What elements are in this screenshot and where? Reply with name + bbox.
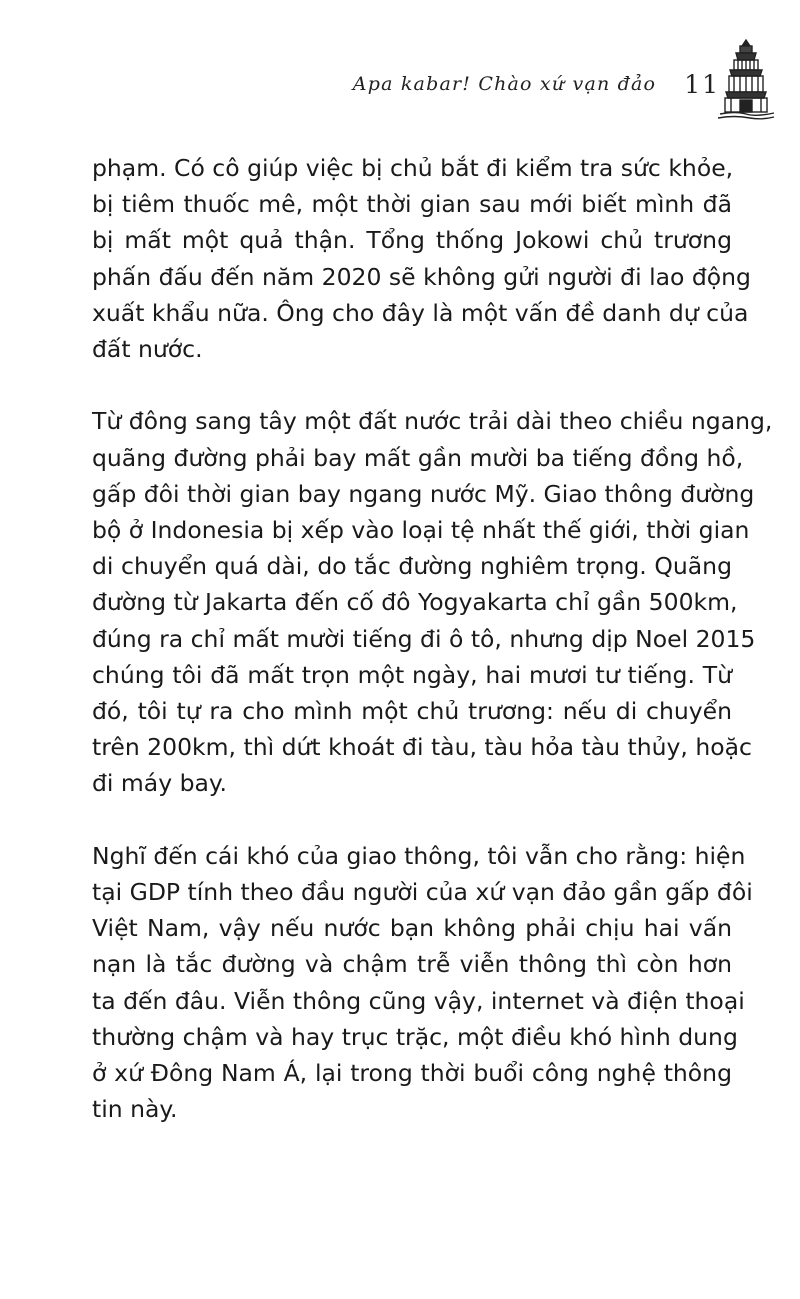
text-line: bộ ở Indonesia bị xếp vào loại tệ nhất thế giới, thời gian — [92, 516, 750, 545]
text-line: xuất khẩu nữa. Ông cho đây là một vấn đề danh dự của — [92, 298, 749, 327]
paragraph-3 — [92, 838, 753, 1128]
text-line: ta đến đâu. Viễn thông cũng vậy, internet và điện thoại — [92, 986, 745, 1015]
text-line: Việt Nam, vậy nếu nước bạn không phải chịu hai vấn — [92, 914, 732, 943]
text-line: gấp đôi thời gian bay ngang nước Mỹ. Giao thông đường — [92, 479, 755, 508]
text-line: tin này. — [92, 1095, 178, 1124]
text-line: đi máy bay. — [92, 769, 227, 798]
paragraph-1 — [92, 150, 751, 367]
paragraph-2 — [92, 403, 773, 801]
page-header — [300, 64, 720, 104]
text-line: trên 200km, thì dứt khoát đi tàu, tàu hỏa tàu thủy, hoặc — [92, 733, 752, 762]
text-line: ở xứ Đông Nam Á, lại trong thời buổi công nghệ thông — [92, 1059, 732, 1088]
text-line: di chuyển quá dài, do tắc đường nghiêm trọng. Quãng — [92, 552, 732, 581]
text-line: Nghĩ đến cái khó của giao thông, tôi vẫn cho rằng: hiện — [92, 841, 746, 870]
running-title: Apa kabar! Chào xứ vạn đảo — [352, 73, 657, 95]
text-line: phấn đấu đến năm 2020 sẽ không gửi người đi lao động — [92, 262, 751, 291]
text-line: nạn là tắc đường và chậm trễ viễn thông thì còn hơn — [92, 950, 732, 979]
text-line: quãng đường phải bay mất gần mười ba tiếng đồng hồ, — [92, 443, 744, 472]
text-line: đó, tôi tự ra cho mình một chủ trương: nếu di chuyển — [92, 697, 732, 726]
main-text — [92, 150, 773, 1164]
text-line: đúng ra chỉ mất mười tiếng đi ô tô, nhưng dịp Noel 2015 — [92, 624, 756, 653]
text-line: tại GDP tính theo đầu người của xứ vạn đảo gần gấp đôi — [92, 878, 753, 907]
temple-ornament-icon — [716, 36, 776, 126]
text-line: chúng tôi đã mất trọn một ngày, hai mươi tư tiếng. Từ — [92, 660, 732, 689]
text-line: bị tiêm thuốc mê, một thời gian sau mới biết mình đã — [92, 190, 732, 219]
text-line: thường chậm và hay trục trặc, một điều khó hình dung — [92, 1022, 738, 1051]
text-line: phạm. Có cô giúp việc bị chủ bắt đi kiểm tra sức khỏe, — [92, 154, 734, 182]
text-line: Từ đông sang tây một đất nước trải dài theo chiều ngang, — [92, 407, 773, 436]
text-line: bị mất một quả thận. Tổng thống Jokowi chủ trương — [92, 226, 732, 255]
text-line: đất nước. — [92, 335, 203, 364]
text-line: đường từ Jakarta đến cố đô Yogyakarta chỉ gần 500km, — [92, 588, 738, 617]
page-number: 11 — [684, 69, 720, 99]
